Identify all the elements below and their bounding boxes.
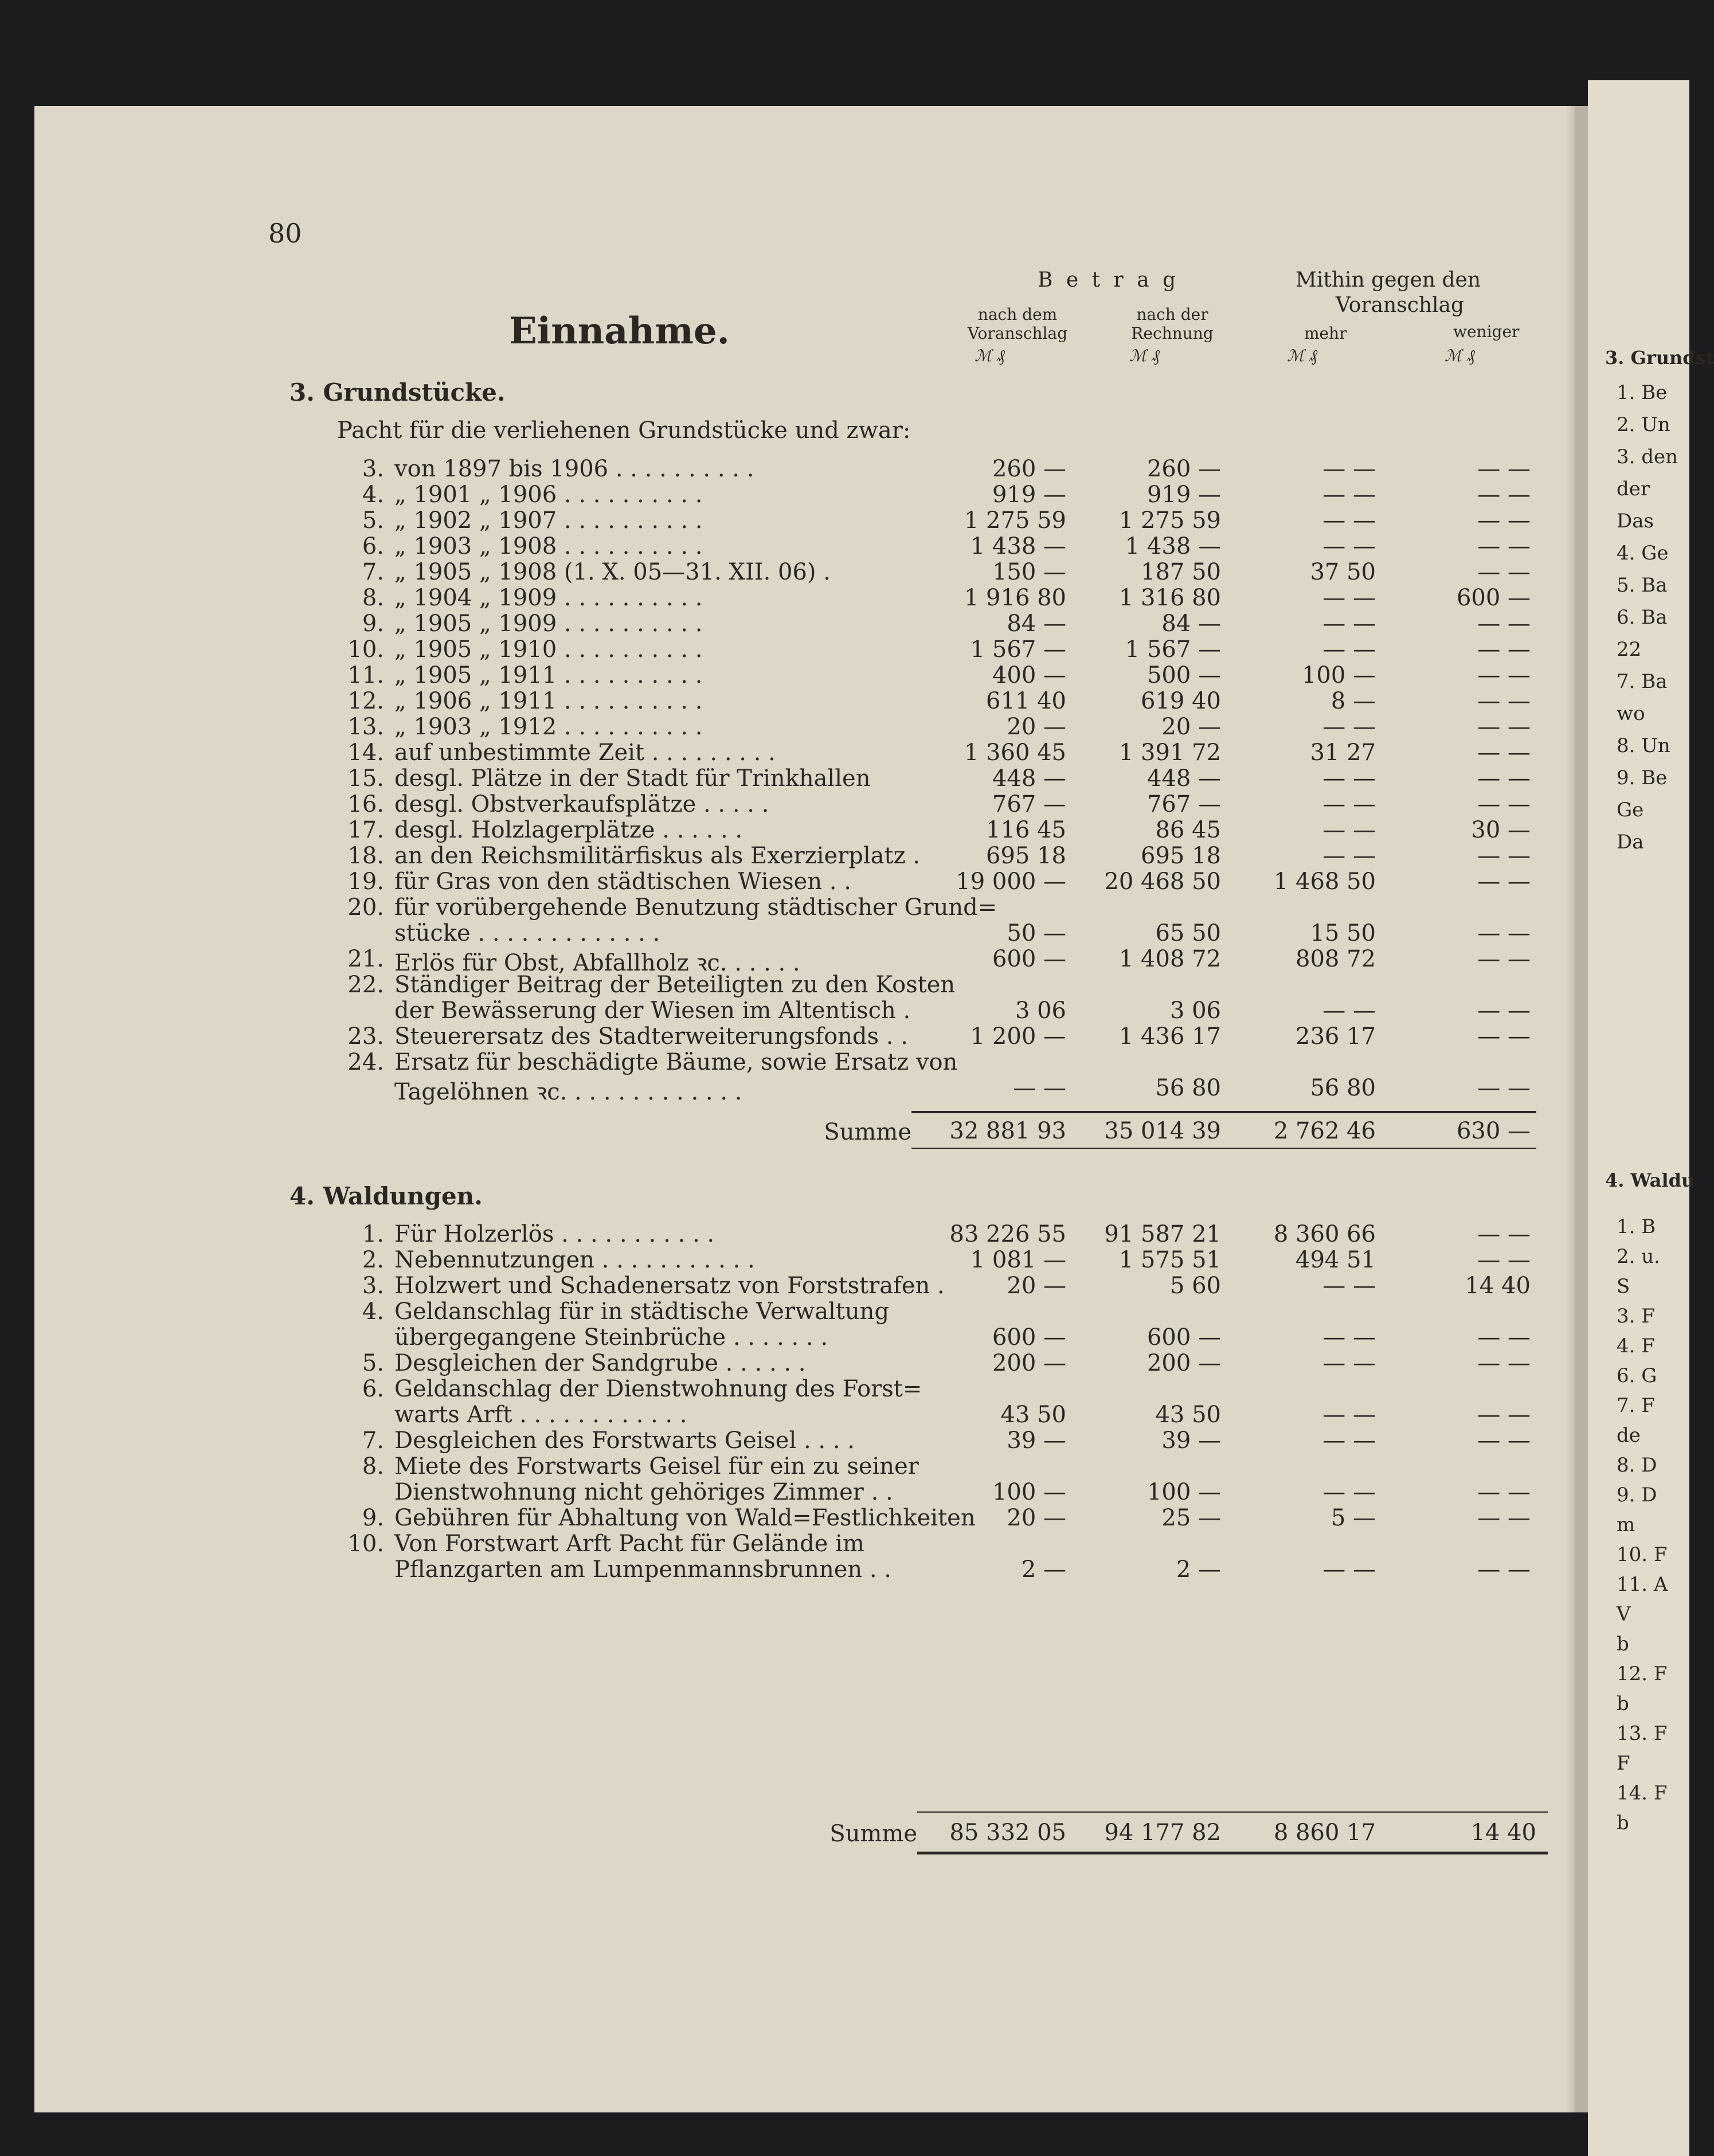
- value-weniger: 30 —: [1471, 817, 1531, 843]
- value-voranschlag: 260 —: [992, 456, 1066, 482]
- value-voranschlag: 448 —: [992, 765, 1066, 792]
- value-voranschlag: 200 —: [992, 1350, 1066, 1376]
- value-rechnung: 3 06: [1169, 997, 1221, 1024]
- right-section-title: 3. Grundst: [1605, 347, 1714, 369]
- right-page-item: 13. F: [1617, 1722, 1668, 1745]
- right-page-item: 8. Un: [1617, 734, 1670, 757]
- right-page-item: wo: [1617, 702, 1645, 725]
- row-number: 3.: [362, 1273, 384, 1299]
- right-page-item: de: [1617, 1424, 1641, 1447]
- right-page-item: 1. Be: [1617, 381, 1668, 404]
- row-number: 24.: [347, 1049, 384, 1075]
- row-number: 17.: [347, 817, 384, 843]
- value-rechnung: 600 —: [1146, 1324, 1221, 1351]
- value-voranschlag: 600 —: [992, 1324, 1066, 1351]
- right-page-item: b: [1617, 1633, 1629, 1656]
- row-text: „ 1901 „ 1906 . . . . . . . . . .: [394, 482, 703, 508]
- sum-value: 2 762 46: [1273, 1118, 1376, 1144]
- value-rechnung: 619 40: [1141, 688, 1221, 714]
- header-col3: mehr: [1304, 324, 1347, 343]
- row-text: „ 1902 „ 1907 . . . . . . . . . .: [394, 507, 703, 534]
- value-weniger: — —: [1477, 1324, 1531, 1351]
- row-text: Geldanschlag der Dienstwohnung des Forst=: [394, 1376, 922, 1402]
- page-title: Einnahme.: [509, 310, 730, 353]
- row-text-continued: Dienstwohnung nicht gehöriges Zimmer . .: [394, 1479, 893, 1505]
- right-page-item: 2. u.: [1617, 1245, 1660, 1268]
- right-page-item: b: [1617, 1692, 1629, 1715]
- row-text: „ 1904 „ 1909 . . . . . . . . . .: [394, 585, 703, 611]
- row-text: „ 1905 „ 1910 . . . . . . . . . .: [394, 636, 703, 663]
- row-number: 22.: [347, 972, 384, 998]
- value-weniger: — —: [1477, 920, 1531, 946]
- value-rechnung: 1 391 72: [1118, 739, 1221, 766]
- row-text: Steuerersatz des Stadterweiterungsfonds . .: [394, 1023, 908, 1050]
- value-voranschlag: 116 45: [986, 817, 1066, 843]
- value-weniger: — —: [1477, 946, 1531, 972]
- value-rechnung: 65 50: [1155, 920, 1221, 946]
- value-weniger: — —: [1477, 791, 1531, 817]
- right-page-item: 3. F: [1617, 1305, 1655, 1328]
- sum-value: 630 —: [1456, 1118, 1531, 1144]
- header-col2-line1: nach der: [1136, 305, 1208, 324]
- value-voranschlag: 39 —: [1007, 1427, 1066, 1454]
- value-voranschlag: 3 06: [1015, 997, 1066, 1024]
- row-number: 15.: [347, 765, 384, 792]
- value-mehr: 37 50: [1310, 559, 1376, 585]
- value-rechnung: 5 60: [1169, 1273, 1221, 1299]
- value-rechnung: 100 —: [1146, 1479, 1221, 1505]
- value-rechnung: 200 —: [1146, 1350, 1221, 1376]
- row-number: 11.: [347, 662, 384, 688]
- row-number: 10.: [347, 636, 384, 663]
- right-page-item: 22: [1617, 638, 1642, 661]
- value-mehr: — —: [1322, 611, 1376, 637]
- value-weniger: — —: [1477, 611, 1531, 637]
- value-weniger: — —: [1477, 1427, 1531, 1454]
- row-number: 8.: [362, 585, 384, 611]
- value-voranschlag: 19 000 —: [956, 868, 1066, 895]
- section-intro: Pacht für die verliehenen Grundstücke und zwar:: [337, 417, 911, 444]
- value-weniger: — —: [1477, 1556, 1531, 1583]
- row-text-continued: Tagelöhnen ꝛc. . . . . . . . . . . . .: [394, 1079, 742, 1105]
- units-col1: ℳ ₰: [975, 346, 1005, 365]
- sum-value: 32 881 93: [949, 1118, 1066, 1144]
- row-number: 21.: [347, 946, 384, 972]
- row-text: Desgleichen des Forstwarts Geisel . . . .: [394, 1427, 855, 1454]
- row-number: 9.: [362, 611, 384, 637]
- value-mehr: — —: [1322, 714, 1376, 740]
- value-mehr: — —: [1322, 1402, 1376, 1428]
- value-voranschlag: 695 18: [986, 843, 1066, 869]
- row-number: 20.: [347, 894, 384, 921]
- value-voranschlag: 20 —: [1007, 1505, 1066, 1531]
- value-mehr: — —: [1322, 636, 1376, 663]
- value-voranschlag: 20 —: [1007, 1273, 1066, 1299]
- header-col1-line2: Voranschlag: [967, 324, 1068, 343]
- value-mehr: 494 51: [1296, 1247, 1376, 1273]
- right-page-item: 12. F: [1617, 1662, 1668, 1685]
- right-page-item: Da: [1617, 831, 1644, 854]
- right-page-item: 8. D: [1617, 1454, 1657, 1477]
- row-number: 8.: [362, 1453, 384, 1480]
- value-voranschlag: 84 —: [1007, 611, 1066, 637]
- header-col1-line1: nach dem: [977, 305, 1058, 324]
- row-text: Ständiger Beitrag der Beteiligten zu den Kosten: [394, 972, 956, 998]
- value-mehr: 808 72: [1296, 946, 1376, 972]
- row-number: 4.: [362, 482, 384, 508]
- value-voranschlag: 50 —: [1007, 920, 1066, 946]
- value-weniger: — —: [1477, 843, 1531, 869]
- row-text: desgl. Obstverkaufsplätze . . . . .: [394, 791, 769, 817]
- value-weniger: 600 —: [1456, 585, 1531, 611]
- row-text: Holzwert und Schadenersatz von Forststrafen .: [394, 1273, 945, 1299]
- value-weniger: — —: [1477, 688, 1531, 714]
- value-weniger: — —: [1477, 1221, 1531, 1247]
- row-text: Erlös für Obst, Abfallholz ꝛc. . . . . .: [394, 950, 800, 976]
- value-mehr: 8 360 66: [1273, 1221, 1376, 1247]
- row-number: 23.: [347, 1023, 384, 1050]
- value-mehr: 1 468 50: [1273, 868, 1376, 895]
- right-page-item: F: [1617, 1752, 1630, 1775]
- value-mehr: — —: [1322, 843, 1376, 869]
- value-voranschlag: 43 50: [1000, 1402, 1066, 1428]
- header-mithin-line2: Voranschlag: [1336, 294, 1465, 317]
- section-title: 4. Waldungen.: [289, 1182, 483, 1210]
- right-page-item: S: [1617, 1275, 1630, 1298]
- value-weniger: — —: [1477, 868, 1531, 895]
- value-mehr: — —: [1322, 507, 1376, 534]
- header-col4: weniger: [1453, 322, 1520, 341]
- row-text: Desgleichen der Sandgrube . . . . . .: [394, 1350, 806, 1376]
- value-rechnung: 84 —: [1161, 611, 1221, 637]
- value-rechnung: 1 438 —: [1125, 533, 1221, 559]
- value-rechnung: 20 468 50: [1104, 868, 1221, 895]
- value-mehr: 31 27: [1310, 739, 1376, 766]
- value-weniger: 14 40: [1465, 1273, 1531, 1299]
- right-page-item: 11. A: [1617, 1573, 1668, 1596]
- value-weniger: — —: [1477, 1402, 1531, 1428]
- value-mehr: — —: [1322, 456, 1376, 482]
- row-text-continued: stücke . . . . . . . . . . . . .: [394, 920, 660, 946]
- row-text: „ 1905 „ 1908 (1. X. 05—31. XII. 06) .: [394, 559, 831, 585]
- value-rechnung: 25 —: [1161, 1505, 1221, 1531]
- value-rechnung: 20 —: [1161, 714, 1221, 740]
- row-number: 7.: [362, 1427, 384, 1454]
- value-rechnung: 56 80: [1155, 1075, 1221, 1101]
- value-mehr: — —: [1322, 1350, 1376, 1376]
- value-voranschlag: 1 916 80: [964, 585, 1066, 611]
- right-page-item: Das: [1617, 510, 1654, 533]
- value-rechnung: 448 —: [1146, 765, 1221, 792]
- sum-value: 14 40: [1470, 1820, 1536, 1846]
- row-text: desgl. Holzlagerplätze . . . . . .: [394, 817, 743, 843]
- value-voranschlag: 767 —: [992, 791, 1066, 817]
- value-voranschlag: 400 —: [992, 662, 1066, 688]
- sum-label: Summe: [824, 1119, 911, 1145]
- row-number: 5.: [362, 1350, 384, 1376]
- right-page-item: m: [1617, 1513, 1635, 1536]
- row-number: 7.: [362, 559, 384, 585]
- row-text: für vorübergehende Benutzung städtischer Grund=: [394, 894, 997, 921]
- value-weniger: — —: [1477, 559, 1531, 585]
- row-number: 10.: [347, 1531, 384, 1557]
- value-rechnung: 39 —: [1161, 1427, 1221, 1454]
- row-text: von 1897 bis 1906 . . . . . . . . . .: [394, 456, 754, 482]
- row-number: 13.: [347, 714, 384, 740]
- value-mehr: — —: [1322, 817, 1376, 843]
- value-voranschlag: 1 567 —: [970, 636, 1066, 663]
- right-page-item: 3. den: [1617, 445, 1678, 468]
- row-text-continued: Pflanzgarten am Lumpenmannsbrunnen . .: [394, 1556, 891, 1583]
- value-weniger: — —: [1477, 482, 1531, 508]
- value-rechnung: 695 18: [1141, 843, 1221, 869]
- row-text: desgl. Plätze in der Stadt für Trinkhallen: [394, 765, 871, 792]
- value-voranschlag: 919 —: [992, 482, 1066, 508]
- page-edge: [1575, 106, 1588, 2112]
- value-voranschlag: 1 200 —: [970, 1023, 1066, 1050]
- row-number: 6.: [362, 1376, 384, 1402]
- value-mehr: — —: [1322, 997, 1376, 1024]
- value-weniger: — —: [1477, 997, 1531, 1024]
- row-text: „ 1903 „ 1908 . . . . . . . . . .: [394, 533, 703, 559]
- right-page-item: der: [1617, 478, 1650, 500]
- value-weniger: — —: [1477, 662, 1531, 688]
- value-rechnung: 1 408 72: [1118, 946, 1221, 972]
- right-page-item: 14. F: [1617, 1782, 1668, 1805]
- row-number: 16.: [347, 791, 384, 817]
- value-mehr: — —: [1322, 1273, 1376, 1299]
- value-voranschlag: 611 40: [986, 688, 1066, 714]
- row-text: Von Forstwart Arft Pacht für Gelände im: [394, 1531, 864, 1557]
- value-mehr: 8 —: [1330, 688, 1376, 714]
- value-rechnung: 1 275 59: [1118, 507, 1221, 534]
- row-number: 4.: [362, 1298, 384, 1325]
- row-number: 9.: [362, 1505, 384, 1531]
- row-number: 2.: [362, 1247, 384, 1273]
- value-weniger: — —: [1477, 507, 1531, 534]
- row-text: „ 1905 „ 1909 . . . . . . . . . .: [394, 611, 703, 637]
- value-weniger: — —: [1477, 456, 1531, 482]
- value-voranschlag: 600 —: [992, 946, 1066, 972]
- right-page-item: 4. Ge: [1617, 542, 1669, 565]
- right-page-item: 10. F: [1617, 1543, 1668, 1566]
- row-text: „ 1905 „ 1911 . . . . . . . . . .: [394, 662, 703, 688]
- value-weniger: — —: [1477, 714, 1531, 740]
- value-rechnung: 500 —: [1146, 662, 1221, 688]
- value-rechnung: 260 —: [1146, 456, 1221, 482]
- value-mehr: — —: [1322, 1556, 1376, 1583]
- value-mehr: — —: [1322, 791, 1376, 817]
- value-weniger: — —: [1477, 1075, 1531, 1101]
- row-text: Für Holzerlös . . . . . . . . . . .: [394, 1221, 715, 1247]
- value-voranschlag: — —: [1013, 1075, 1066, 1101]
- section-title: 3. Grundstücke.: [289, 378, 506, 406]
- value-mehr: 5 —: [1330, 1505, 1376, 1531]
- units-col4: ℳ ₰: [1445, 346, 1475, 365]
- value-weniger: — —: [1477, 636, 1531, 663]
- right-page-item: 7. Ba: [1617, 670, 1668, 693]
- sum-rule: [917, 1811, 1548, 1813]
- sum-value: 8 860 17: [1273, 1820, 1376, 1846]
- row-number: 1.: [362, 1221, 384, 1247]
- row-text-continued: der Bewässerung der Wiesen im Altentisch .: [394, 997, 911, 1024]
- value-rechnung: 767 —: [1146, 791, 1221, 817]
- value-mehr: — —: [1322, 482, 1376, 508]
- value-rechnung: 919 —: [1146, 482, 1221, 508]
- value-weniger: — —: [1477, 1479, 1531, 1505]
- row-number: 19.: [347, 868, 384, 895]
- value-mehr: — —: [1322, 585, 1376, 611]
- row-text: Ersatz für beschädigte Bäume, sowie Ersatz von: [394, 1049, 958, 1075]
- value-voranschlag: 2 —: [1021, 1556, 1066, 1583]
- row-text: „ 1906 „ 1911 . . . . . . . . . .: [394, 688, 703, 714]
- value-rechnung: 1 567 —: [1125, 636, 1221, 663]
- value-mehr: — —: [1322, 533, 1376, 559]
- units-col2: ℳ ₰: [1129, 346, 1160, 365]
- sum-value: 94 177 82: [1104, 1820, 1221, 1846]
- right-page-item: 6. G: [1617, 1364, 1657, 1387]
- value-mehr: 15 50: [1310, 920, 1376, 946]
- row-text: „ 1903 „ 1912 . . . . . . . . . .: [394, 714, 703, 740]
- value-weniger: — —: [1477, 1350, 1531, 1376]
- value-voranschlag: 20 —: [1007, 714, 1066, 740]
- page-number: 80: [268, 218, 302, 249]
- value-voranschlag: 1 360 45: [964, 739, 1066, 766]
- value-mehr: — —: [1322, 1427, 1376, 1454]
- header-col2-line2: Rechnung: [1131, 324, 1214, 343]
- sum-rule: [911, 1148, 1536, 1149]
- value-mehr: 236 17: [1296, 1023, 1376, 1050]
- value-voranschlag: 1 438 —: [970, 533, 1066, 559]
- sum-rule: [911, 1111, 1536, 1113]
- value-mehr: — —: [1322, 1324, 1376, 1351]
- value-rechnung: 187 50: [1141, 559, 1221, 585]
- row-text-continued: warts Arft . . . . . . . . . . . .: [394, 1402, 687, 1428]
- sum-value: 35 014 39: [1104, 1118, 1221, 1144]
- value-weniger: — —: [1477, 533, 1531, 559]
- value-rechnung: 91 587 21: [1104, 1221, 1221, 1247]
- row-text-continued: übergegangene Steinbrüche . . . . . . .: [394, 1324, 828, 1351]
- value-mehr: — —: [1322, 1479, 1376, 1505]
- header-mithin-line1: Mithin gegen den: [1296, 268, 1481, 292]
- value-rechnung: 1 575 51: [1118, 1247, 1221, 1273]
- value-rechnung: 86 45: [1155, 817, 1221, 843]
- value-mehr: — —: [1322, 765, 1376, 792]
- row-text: Gebühren für Abhaltung von Wald=Festlichkeiten: [394, 1505, 976, 1531]
- right-page-item: 5. Ba: [1617, 574, 1668, 597]
- value-mehr: 56 80: [1310, 1075, 1376, 1101]
- row-text: Geldanschlag für in städtische Verwaltung: [394, 1298, 890, 1325]
- row-text: Miete des Forstwarts Geisel für ein zu seiner: [394, 1453, 919, 1480]
- value-voranschlag: 1 275 59: [964, 507, 1066, 534]
- right-page-item: 9. D: [1617, 1484, 1657, 1507]
- row-number: 14.: [347, 739, 384, 766]
- right-section-title: 4. Waldu: [1605, 1169, 1695, 1191]
- value-rechnung: 43 50: [1155, 1402, 1221, 1428]
- row-text: auf unbestimmte Zeit . . . . . . . . .: [394, 739, 776, 766]
- sum-label: Summe: [829, 1821, 917, 1847]
- right-page-item: b: [1617, 1811, 1629, 1834]
- header-betrag: B e t r a g: [1038, 268, 1180, 292]
- right-page-item: 2. Un: [1617, 413, 1670, 436]
- right-page-item: 9. Be: [1617, 766, 1668, 789]
- row-number: 6.: [362, 533, 384, 559]
- value-weniger: — —: [1477, 739, 1531, 766]
- row-number: 5.: [362, 507, 384, 534]
- sum-value: 85 332 05: [949, 1820, 1066, 1846]
- value-voranschlag: 1 081 —: [970, 1247, 1066, 1273]
- right-page-item: V: [1617, 1603, 1631, 1626]
- value-rechnung: 1 316 80: [1118, 585, 1221, 611]
- value-weniger: — —: [1477, 1023, 1531, 1050]
- sum-rule: [917, 1852, 1548, 1854]
- row-number: 3.: [362, 456, 384, 482]
- row-text: Nebennutzungen . . . . . . . . . . .: [394, 1247, 755, 1273]
- value-voranschlag: 83 226 55: [949, 1221, 1066, 1247]
- value-weniger: — —: [1477, 765, 1531, 792]
- right-page-item: 1. B: [1617, 1215, 1656, 1238]
- right-page-item: 7. F: [1617, 1394, 1655, 1417]
- value-weniger: — —: [1477, 1505, 1531, 1531]
- value-rechnung: 1 436 17: [1118, 1023, 1221, 1050]
- row-text: für Gras von den städtischen Wiesen . .: [394, 868, 851, 895]
- right-page-item: 4. F: [1617, 1335, 1655, 1357]
- row-number: 12.: [347, 688, 384, 714]
- value-rechnung: 2 —: [1176, 1556, 1221, 1583]
- right-page-item: 6. Ba: [1617, 606, 1668, 629]
- value-weniger: — —: [1477, 1247, 1531, 1273]
- value-voranschlag: 100 —: [992, 1479, 1066, 1505]
- row-number: 18.: [347, 843, 384, 869]
- value-mehr: 100 —: [1301, 662, 1376, 688]
- value-voranschlag: 150 —: [992, 559, 1066, 585]
- right-page-item: Ge: [1617, 799, 1644, 821]
- row-text: an den Reichsmilitärfiskus als Exerzierplatz .: [394, 843, 921, 869]
- units-col3: ℳ ₰: [1287, 346, 1317, 365]
